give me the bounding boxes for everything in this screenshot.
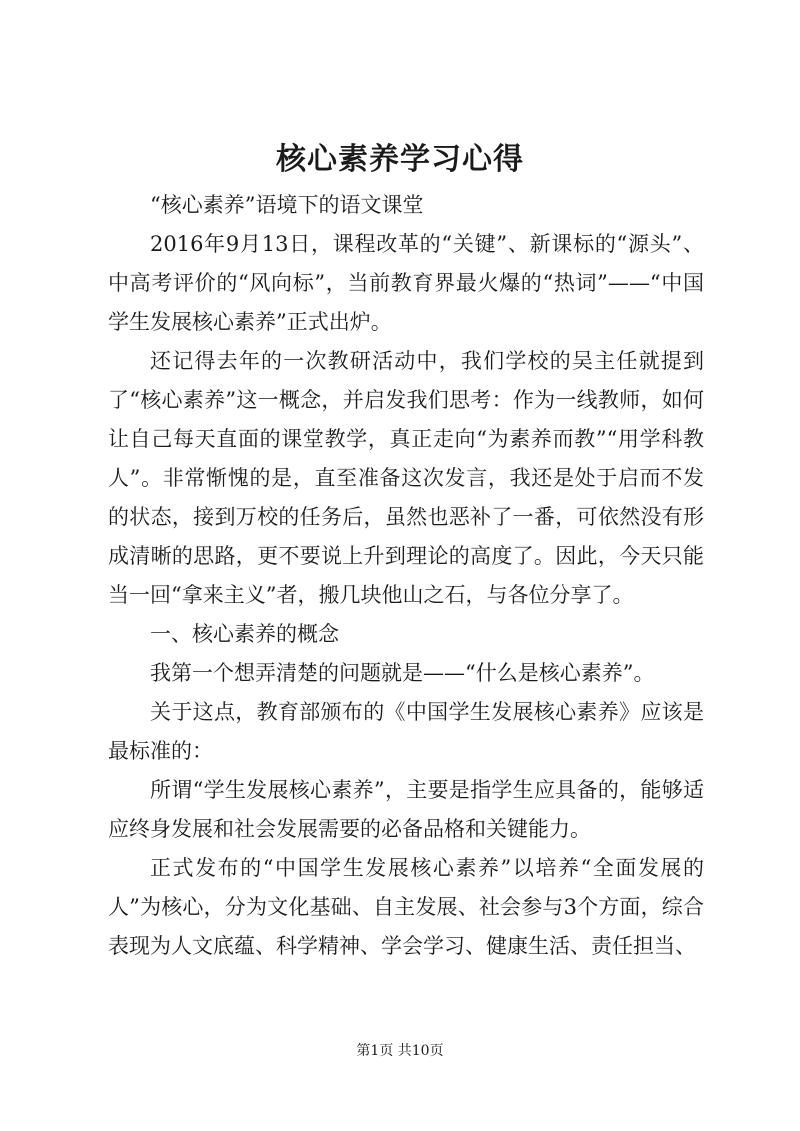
paragraph-definition: 所谓“学生发展核心素养”，主要是指学生应具备的，能够适应终身发展和社会发展需要的必备品格和关键能力。: [108, 778, 704, 841]
paragraph-framework: 正式发布的“中国学生发展核心素养”以培养“全面发展的人”为核心，分为文化基础、自主发展、社会参与3个方面，综合表现为人文底蕴、科学精神、学会学习、健康生活、责任担当、: [108, 856, 704, 958]
page-number-footer: 第1页 共10页: [356, 1043, 444, 1059]
page-title: 核心素养学习心得: [276, 142, 524, 177]
paragraph-subtitle: “核心素养”语境下的语文课堂: [150, 193, 424, 217]
paragraph-standard: 关于这点，教育部颁布的《中国学生发展核心素养》应该是最标准的：: [108, 700, 704, 763]
paragraph-question: 我第一个想弄清楚的问题就是——“什么是核心素养”。: [150, 661, 655, 685]
section-heading-concept: 一、核心素养的概念: [150, 622, 339, 646]
document-body: [108, 186, 704, 966]
paragraph-intro: 2016年9月13日，课程改革的“关键”、新课标的“源头”、中高考评价的“风向标”，当前教育界最火爆的“热词”——“中国学生发展核心素养”正式出炉。: [108, 232, 704, 334]
paragraph-background: 还记得去年的一次教研活动中，我们学校的吴主任就提到了“核心素养”这一概念，并启发我们思考：作为一线教师，如何让自己每天直面的课堂教学，真正走向“为素养而教”“用学科教人”。非常惭愧的是，直至准备这次发言，我还是处于启而不发的状态，接到万校的任务后，虽然也恶补了一番，可依然没有形成清晰的思路，更不要说上升到理论的高度了。因此，今天只能当一回“拿来主义”者，搬几块他山之石，与各位分享了。: [108, 349, 704, 607]
